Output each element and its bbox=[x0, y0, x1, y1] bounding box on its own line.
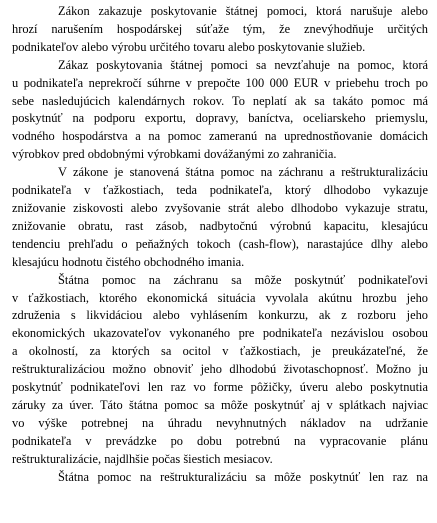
text-line: výrobkov pred obdobnými výrobkami dovážanými zo zahraničia. bbox=[12, 147, 337, 162]
paragraph-restructuring-aid bbox=[12, 469, 428, 487]
text-line: poskytnúť podnikateľovi len raz vo forme pôžičky, úveru alebo poskytnutia bbox=[12, 380, 428, 395]
text-line: a okolností, za ktorých sa ocitol v ťažkostiach, je preukázateľné, že bbox=[12, 344, 428, 359]
text-line: Štátna pomoc na reštrukturalizáciu sa môže poskytnúť len raz na bbox=[58, 469, 428, 484]
text-line: u podnikateľa neprekročí súhrne v prepočte 100 000 EUR v priebehu troch po bbox=[12, 75, 428, 90]
text-line: podnikateľov alebo výrobu určitého tovaru alebo poskytovanie služieb. bbox=[12, 39, 366, 54]
text-line: hrozí narušením hospodárskej súťaže tým, že znevýhodňuje určitých bbox=[12, 21, 428, 36]
text-line: združenia s likvidáciou alebo vyhlásením konkurzu, ak z rozboru jeho bbox=[12, 308, 428, 323]
text-line: Zákon zakazuje poskytovanie štátnej pomoci, ktorá narušuje alebo bbox=[58, 4, 428, 18]
text-line: poskytnúť na podporu exportu, dopravy, baníctva, oceliarskeho priemyslu, bbox=[12, 111, 428, 126]
paragraph-rescue-aid bbox=[12, 272, 428, 469]
text-line: reštrukturalizáciou možno obnoviť jeho dlhodobú životaschopnosť. Možno ju bbox=[12, 362, 428, 377]
text-line: reštrukturalizácie, najdlhšie počas šiestich mesiacov. bbox=[12, 451, 273, 466]
text-line: ekonomických ukazovateľov vykonaného pre podnikateľa nezávislou osobou bbox=[12, 326, 428, 341]
text-line: Zákaz poskytovania štátnej pomoci sa nevzťahuje na pomoc, ktorá bbox=[58, 57, 428, 72]
text-line: tendenciu prehľadu o peňažných tokoch (cash-flow), narastajúce dlhy alebo bbox=[12, 236, 428, 251]
text-line: záruky za úver. Táto štátna pomoc sa môže poskytnúť aj v splátkach najviac bbox=[12, 397, 428, 412]
paragraph-de-minimis-exemption bbox=[12, 57, 428, 164]
paragraph-state-aid-prohibition bbox=[12, 3, 428, 57]
text-line: V zákone je stanovená štátna pomoc na záchranu a reštrukturalizáciu bbox=[58, 165, 428, 180]
text-line: sebe nasledujúcich kalendárnych rokov. To neplatí ak sa takáto pomoc má bbox=[12, 93, 428, 108]
text-line: podnikateľa v prevádzke po dobu potrebnú na vypracovanie plánu bbox=[12, 433, 428, 448]
text-line: Štátna pomoc na záchranu sa môže poskytnúť podnikateľovi bbox=[58, 272, 428, 287]
text-line: klesajúcu hodnotu čistého obchodného imania. bbox=[12, 254, 245, 269]
text-line: v ťažkostiach, ktorého ekonomická situácia vyvolala akútnu hrozbu jeho bbox=[12, 290, 428, 305]
text-line: podnikateľa v ťažkostiach, teda podnikateľa, ktorý dlhodobo vykazuje bbox=[12, 183, 428, 198]
text-line: vo výške potrebnej na úhradu nevyhnutných nákladov na udržanie bbox=[12, 415, 428, 430]
paragraph-rescue-restructuring-definition bbox=[12, 164, 428, 271]
text-line: znižovanie obratu, rast zásob, nadbytočnú výrobnú kapacitu, klesajúcu bbox=[12, 218, 428, 233]
text-line: vodného hospodárstva a na pomoc zameranú na uprednostňovanie domácich bbox=[12, 129, 428, 144]
text-line: znižovanie ziskovosti alebo zvyšovanie strát alebo dlhodobo vykazuje stratu, bbox=[12, 200, 428, 215]
